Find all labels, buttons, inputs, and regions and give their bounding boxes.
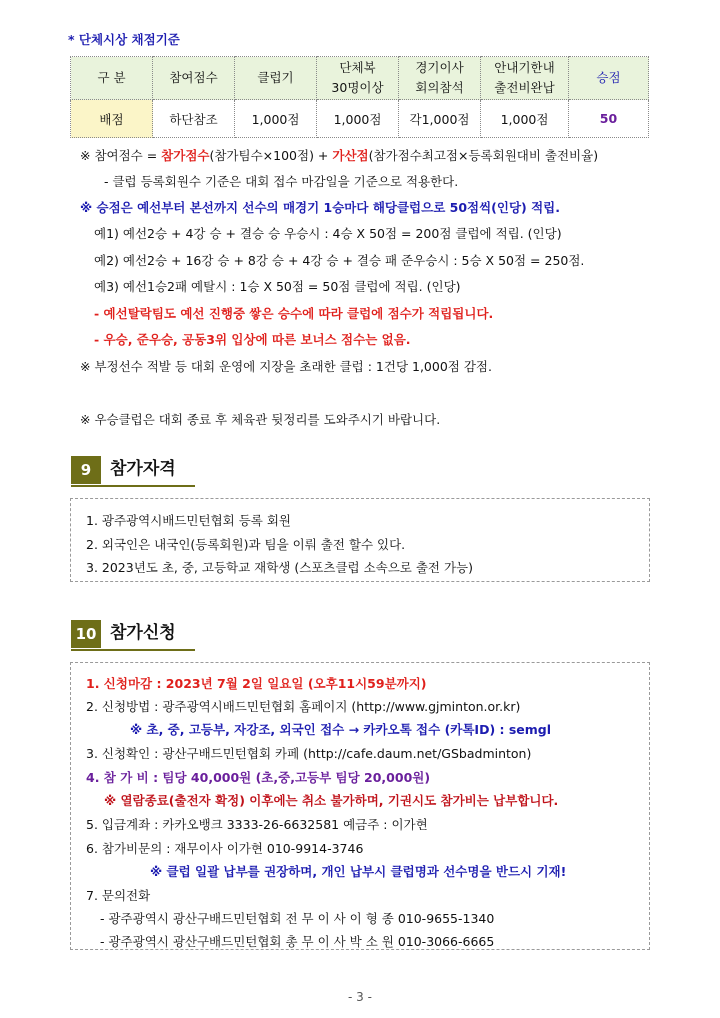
example-3: 예3) 예선1승2패 예탈시 : 1승 X 50점 = 50점 클럽에 적립. (인당) xyxy=(94,279,461,294)
phone-inquiry-title: 7. 문의전화 xyxy=(86,888,151,903)
application-method: 2. 신청방법 : 광주광역시배드민턴협회 홈페이지 (http://www.gjminton.or.kr) xyxy=(86,699,521,714)
fee-refund-note: ※ 열람종료(출전자 확정) 이후에는 취소 불가하며, 기권시도 참가비는 납부합니다. xyxy=(104,793,559,808)
section-9-title: 참가자격 xyxy=(110,459,176,479)
application-confirm: 3. 신청확인 : 광산구배드민턴협회 카페 (http://cafe.daum.net/GSbadminton) xyxy=(86,746,532,761)
value-cell: 50 xyxy=(569,100,649,138)
scoring-header-row xyxy=(71,57,649,100)
phone-contact: - 광주광역시 광산구배드민턴협회 전 무 이 사 이 형 종 010-9655-1340 xyxy=(100,911,495,926)
section-9-underline xyxy=(71,485,195,487)
header-cell: 승점 xyxy=(569,57,649,100)
note-cleanup: ※ 우승클럽은 대회 종료 후 체육관 뒷정리를 도와주시기 바랍니다. xyxy=(80,412,441,427)
section-10-underline xyxy=(71,649,195,651)
value-cell: 1,000점 xyxy=(317,100,399,138)
header-cell: 구 분 xyxy=(71,57,153,100)
section-10-number: 10 xyxy=(71,620,101,648)
value-cell: 각1,000점 xyxy=(399,100,481,138)
section-9-number: 9 xyxy=(71,456,101,484)
phone-contact: - 광주광역시 광산구배드민턴협회 총 무 이 사 박 소 원 010-3066-6665 xyxy=(100,934,495,949)
note-prefix: ※ 참여점수 = xyxy=(80,148,162,163)
value-cell: 하단참조 xyxy=(153,100,235,138)
row-label-cell: 배점 xyxy=(71,100,153,138)
note-text: (참가점수최고점×등록회원대비 출전비율) xyxy=(368,148,599,163)
note-win-points: ※ 승점은 예선부터 본선까지 선수의 매경기 1승마다 해당클럽으로 50점씩(인당) 적립. xyxy=(80,200,560,215)
header-cell: 안내기한내 출전비완납 xyxy=(481,57,569,100)
note-no-bonus: - 우승, 준우승, 공동3위 입상에 따른 보너스 점수는 없음. xyxy=(94,332,411,347)
note-eliminated-teams: - 예선탈락팀도 예선 진행중 쌓은 승수에 따라 클럽에 점수가 적립됩니다. xyxy=(94,306,494,321)
scoring-heading: * 단체시상 채점기준 xyxy=(68,32,180,47)
section-10-title: 참가신청 xyxy=(110,623,176,643)
application-deadline: 1. 신청마감 : 2023년 7월 2일 일요일 (오후11시59분까지) xyxy=(86,676,427,691)
header-cell: 단체복 30명이상 xyxy=(317,57,399,100)
note-term-bonus: 가산점 xyxy=(332,148,369,163)
header-cell: 클럽기 xyxy=(235,57,317,100)
fee-contact-note: ※ 클럽 일괄 납부를 권장하며, 개인 납부시 클럽명과 선수명을 반드시 기재! xyxy=(150,864,567,879)
scoring-table xyxy=(70,56,649,138)
example-1: 예1) 예선2승 + 4강 승 + 결승 승 우승시 : 4승 X 50점 = 200점 클럽에 적립. (인당) xyxy=(94,226,562,241)
note-penalty: ※ 부정선수 적발 등 대회 운영에 지장을 초래한 클럽 : 1건당 1,000점 감점. xyxy=(80,359,492,374)
application-method-note: ※ 초, 중, 고등부, 자강조, 외국인 접수 → 카카오톡 접수 (카톡ID) : semgl xyxy=(130,722,552,737)
note-participation-score xyxy=(80,146,598,164)
value-cell: 1,000점 xyxy=(481,100,569,138)
value-cell: 1,000점 xyxy=(235,100,317,138)
example-2: 예2) 예선2승 + 16강 승 + 8강 승 + 4강 승 + 결승 패 준우승시 : 5승 X 50점 = 250점. xyxy=(94,253,585,268)
bank-account: 5. 입금계좌 : 카카오뱅크 3333-26-6632581 예금주 : 이가현 xyxy=(86,817,428,832)
fee-contact: 6. 참가비문의 : 재무이사 이가현 010-9914-3746 xyxy=(86,841,364,856)
note-member-basis: - 클럽 등록회원수 기준은 대회 접수 마감일을 기준으로 적용한다. xyxy=(104,174,459,189)
eligibility-item: 1. 광주광역시배드민턴협회 등록 회원 xyxy=(86,513,291,528)
eligibility-item: 3. 2023년도 초, 중, 고등학교 재학생 (스포츠클럽 소속으로 출전 가능) xyxy=(86,560,473,575)
eligibility-item: 2. 외국인은 내국인(등록회원)과 팀을 이뤄 출전 할수 있다. xyxy=(86,537,406,552)
scoring-value-row xyxy=(71,100,649,138)
page-number: - 3 - xyxy=(348,990,372,1004)
note-text: (참가팀수×100점) + xyxy=(209,148,333,163)
header-cell: 경기이사 회의참석 xyxy=(399,57,481,100)
header-cell: 참여점수 xyxy=(153,57,235,100)
note-term-participation: 참가점수 xyxy=(161,148,210,163)
participation-fee: 4. 참 가 비 : 팀당 40,000원 (초,중,고등부 팀당 20,000원) xyxy=(86,770,431,785)
